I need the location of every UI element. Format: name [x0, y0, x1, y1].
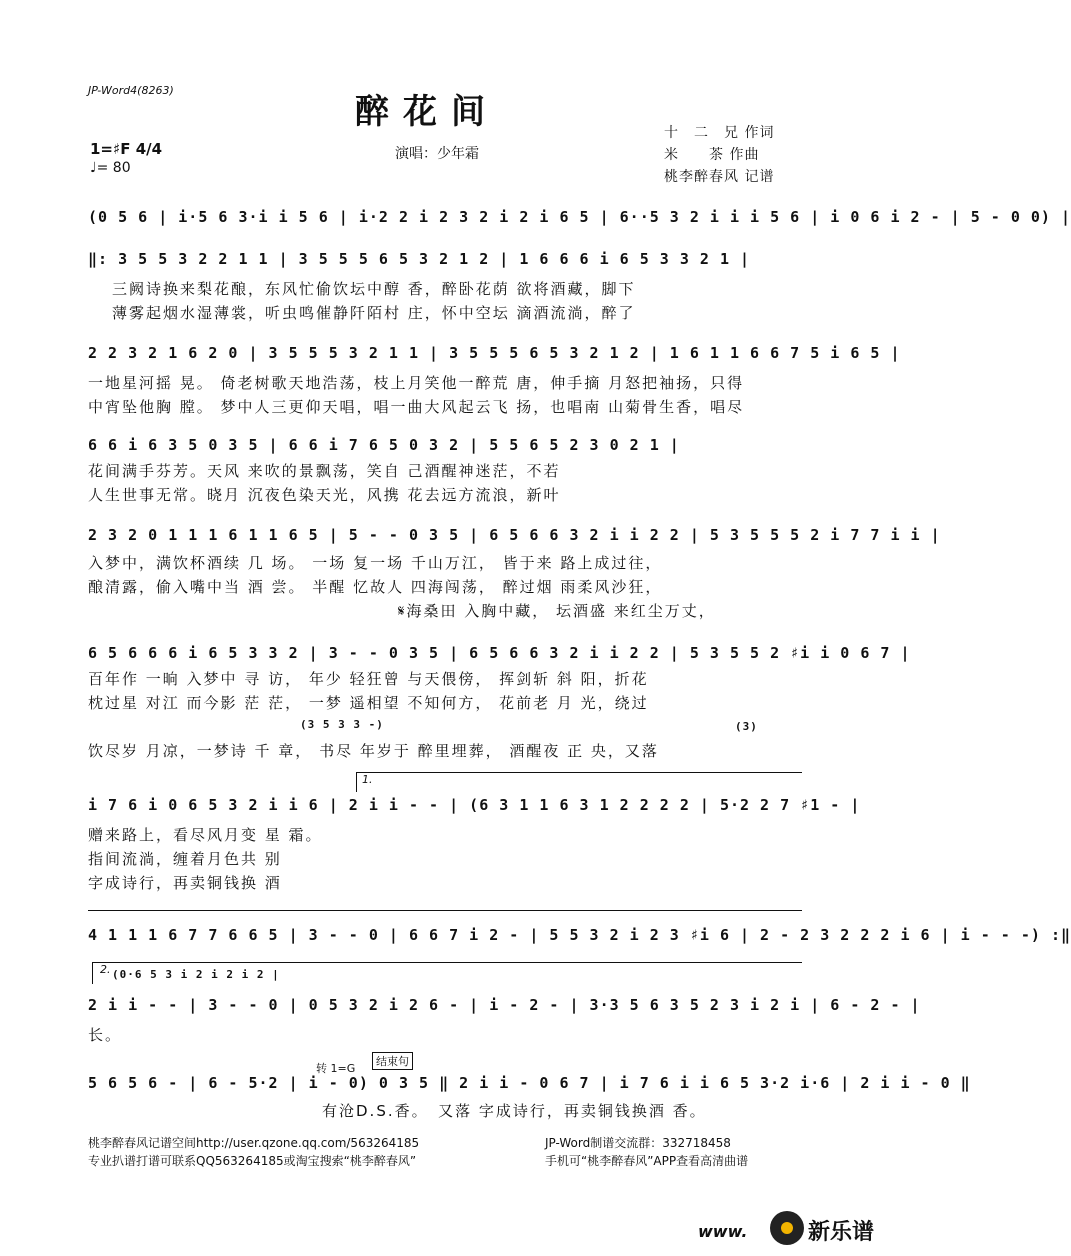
score-row-3-notes: 2 2 3 2 1 6 2 0 | 3 5 5 5 3 2 1 1 | 3 5 5 5 6 5 3 2 1 2 | 1 6 1 1 6 6 7 5 i 6 5 | [88, 344, 901, 362]
song-title: 醉花间 [355, 92, 499, 132]
score-row-6-lyric-2: 枕过星 对江 而今影 茫 茫， 一梦 遥相望 不知何方， 花前老 月 光，绕过 [88, 694, 649, 712]
key-signature: 1=♯F 4/4 [90, 140, 163, 158]
score-row-5-lyric-3: 𝄋海桑田 入胸中藏， 坛酒盛 来红尘万丈， [398, 602, 716, 620]
site-logo-text: 新乐谱 [808, 1220, 875, 1245]
site-url-fragment: www. [698, 1222, 748, 1241]
score-row-3-lyric-1: 一地星河摇 晃。 倚老树歌天地浩荡，枝上月笑他一醉荒 唐，伸手摘 月怒把袖扬，只得 [88, 374, 745, 392]
score-row-6-notes: 6 5 6 6 6 i 6 5 3 3 2 | 3 - - 0 3 5 | 6 5 6 6 3 2 i i 2 2 | 5 3 5 5 2 ♯i i 0 6 7 | [88, 644, 911, 662]
score-row-9-lyric-1: 长。 [88, 1026, 123, 1044]
singer-credit: 演唱：少年霜 [395, 146, 479, 162]
score-row-6-aside-2: (3) [735, 720, 758, 733]
score-row-1-notes: (0 5 6 | i·5 6 3·i i 5 6 | i·2 2 i 2 3 2 i 2 i 6 5 | 6··5 3 2 i i i 5 6 | i 0 6 i 2 - | 5 - 0 0) | [88, 208, 1071, 226]
score-row-7-lyric-1: 赠来路上，看尽风月变 星 霜。 [88, 826, 323, 844]
score-row-2-notes: ‖: 3 5 5 3 2 2 1 1 | 3 5 5 5 6 5 3 2 1 2 | 1 6 6 6 i 6 5 3 3 2 1 | [88, 250, 751, 268]
score-row-3-lyric-2: 中宵坠他胸 膛。 梦中人三更仰天唱，唱一曲大风起云飞 扬，也唱南 山菊骨生香，唱尽 [88, 398, 745, 416]
volta-2-label: 2. [100, 963, 111, 976]
score-row-7-lyric-2: 指间流淌，缠着月色共 别 [88, 850, 282, 868]
score-row-8-notes: 4 1 1 1 6 7 7 6 6 5 | 3 - - 0 | 6 6 7 i 2 - | 5 5 3 2 i 2 3 ♯i 6 | 2 - 2 3 2 2 2 i 6 | i - - -) :‖ [88, 926, 1071, 944]
score-row-9-notes: 2 i i - - | 3 - - 0 | 0 5 3 2 i 2 6 - | i - 2 - | 3·3 5 6 3 5 2 3 i 2 i | 6 - 2 - | [88, 996, 921, 1014]
score-row-5-lyric-1: 入梦中，满饮杯酒续 几 场。 一场 复一场 千山万江， 皆于来 路上成过往， [88, 554, 663, 572]
footer-left-1: 桃李醉春风记谱空间http://user.qzone.qq.com/563264185 [88, 1136, 420, 1150]
footer-right-1: JP-Word制谱交流群：332718458 [545, 1136, 731, 1150]
score-row-4-notes: 6 6 i 6 3 5 0 3 5 | 6 6 i 7 6 5 0 3 2 | 5 5 6 5 2 3 0 2 1 | [88, 436, 680, 454]
score-row-2-lyric-2: 薄雾起烟水湿薄裳，听虫鸣催静阡陌村 庄，怀中空坛 滴酒流淌，醉了 [112, 304, 636, 322]
volta-2-intro: (0·6 5 3 i 2 i 2 i 2 | [112, 968, 280, 981]
watermark-label: JP-Word4(8263) [88, 84, 174, 97]
volta-1-label: 1. [362, 773, 373, 786]
score-row-5-lyric-2: 酿清露，偷入嘴中当 酒 尝。 半醒 忆故人 四海闯荡， 醉过烟 雨柔风沙狂， [88, 578, 663, 596]
score-row-10-notes: 5 6 5 6 - | 6 - 5·2 | i - 0) 0 3 5 ‖ 2 i i - 0 6 7 | i 7 6 i i 6 5 3·2 i·6 | 2 i i - 0 ‖ [88, 1074, 971, 1092]
tempo-marking: ♩= 80 [90, 160, 131, 176]
site-logo [770, 1209, 880, 1249]
score-row-2-lyric-1: 三阙诗换来梨花酿，东风忙偷饮坛中醇 香，醉卧花荫 欲将酒藏，脚下 [112, 280, 636, 298]
score-row-7-lyric-3: 字成诗行，再卖铜钱换 酒 [88, 874, 282, 892]
score-row-6-lyric-3: 饮尽岁 月凉，一梦诗 千 章， 书尽 年岁于 醉里埋葬， 酒醒夜 正 央，又落 [88, 742, 659, 760]
score-row-10-lyric-1: 有沧D.S.香。 又落 字成诗行，再卖铜钱换酒 香。 [322, 1102, 707, 1120]
coda-label: 结束句 [372, 1052, 413, 1070]
footer-right-2: 手机可“桃李醉春风”APP查看高清曲谱 [545, 1154, 749, 1168]
score-row-4-lyric-2: 人生世事无常。晓月 沉夜色染天光，风携 花去远方流浪，新叶 [88, 486, 561, 504]
lyricist-credit: 十 二 兄 作词 [664, 125, 775, 141]
footer-left-2: 专业扒谱打谱可联系QQ563264185或淘宝搜索“桃李醉春风” [88, 1154, 417, 1168]
score-row-7-notes: i 7 6 i 0 6 5 3 2 i i 6 | 2 i i - - | (6 3 1 1 6 3 1 2 2 2 2 | 5·2 2 7 ♯1 - | [88, 796, 861, 814]
transcriber-credit: 桃李醉春风 记谱 [664, 169, 775, 185]
modulation-label: 转 1=G [316, 1062, 356, 1075]
composer-credit: 米 茶 作曲 [664, 147, 760, 163]
score-row-4-lyric-1: 花间满手芬芳。天风 来吹的景飘荡，笑自 己酒醒神迷茫，不若 [88, 462, 561, 480]
score-row-6-lyric-1: 百年作 一晌 入梦中 寻 访， 年少 轻狂曾 与天偎傍， 挥剑斩 斜 阳，折花 [88, 670, 649, 688]
record-icon [770, 1211, 804, 1245]
score-row-5-notes: 2 3 2 0 1 1 1 6 1 1 6 5 | 5 - - 0 3 5 | 6 5 6 6 3 2 i i 2 2 | 5 3 5 5 5 2 i 7 7 i i | [88, 526, 941, 544]
score-row-6-aside: (3 5 3 3 -) [300, 718, 384, 731]
